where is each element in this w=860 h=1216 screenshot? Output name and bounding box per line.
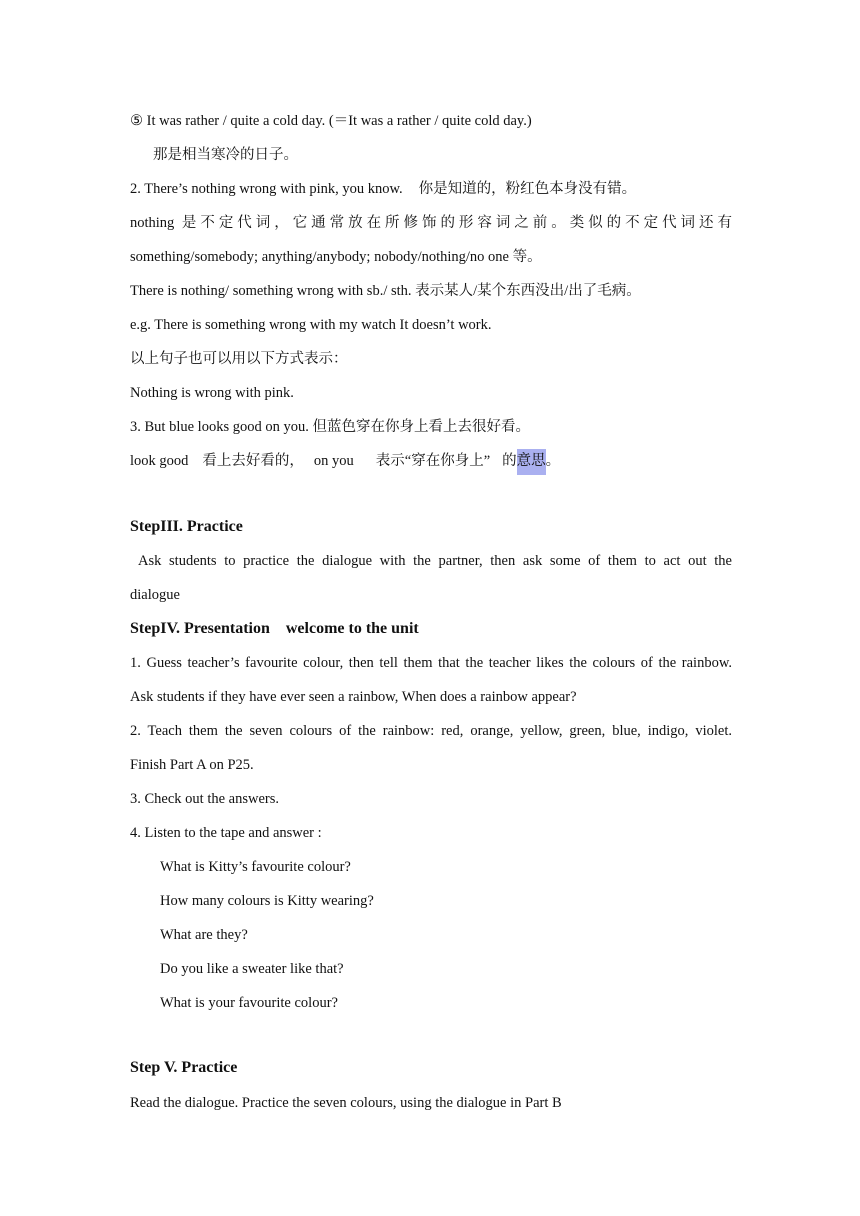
highlighted-text: 意思 <box>517 449 546 475</box>
heading-step-4-title: StepIV. Presentation <box>130 620 270 637</box>
question-2: How many colours is Kitty wearing? <box>160 893 374 909</box>
step-3-instruction: Ask students to practice the dialogue with the partner, then ask some of them to act out the <box>138 553 732 569</box>
structure-explanation: There is nothing/ something wrong with sb./ sth. 表示某人/某个东西没出/出了毛病。 <box>130 283 641 299</box>
step-4-item-1: 1. Guess teacher’s favourite colour, then tell them that the teacher likes the colours of the rainbow. <box>130 655 732 671</box>
step-3-instruction-cont: dialogue <box>130 587 180 603</box>
point-2-chinese: 你是知道的，粉红色本身没有错。 <box>418 181 637 197</box>
question-3: What are they? <box>160 927 248 943</box>
step-4-item-4: 4. Listen to the tape and answer : <box>130 825 322 841</box>
phrase-on-you-meaning: 表示“穿在你身上” <box>375 453 491 469</box>
question-1: What is Kitty’s favourite colour? <box>160 859 351 875</box>
heading-step-4 <box>130 619 732 639</box>
step-5-instruction: Read the dialogue. Practice the seven colours, using the dialogue in Part B <box>130 1095 562 1111</box>
point-3-line: 3. But blue looks good on you. 但蓝色穿在你身上看上去很好看。 <box>130 419 530 435</box>
phrase-on-you: on you <box>313 453 354 469</box>
question-5: What is your favourite colour? <box>160 995 338 1011</box>
example-translation-5: 那是相当寒冷的日子。 <box>153 147 298 163</box>
example-watch: e.g. There is something wrong with my watch It doesn’t work. <box>130 317 492 333</box>
alternative-sentence: Nothing is wrong with pink. <box>130 385 294 401</box>
point-2-line <box>130 179 732 199</box>
question-4: Do you like a sweater like that? <box>160 961 344 977</box>
step-4-item-1-cont: Ask students if they have ever seen a rainbow, When does a rainbow appear? <box>130 689 577 705</box>
phrase-look-good: look good <box>130 453 189 469</box>
heading-step-3: StepIII. Practice <box>130 518 243 535</box>
alternative-note: 以上句子也可以用以下方式表示： <box>130 351 348 367</box>
example-sentence-5: ⑤ It was rather / quite a cold day. (＝It was a rather / quite cold day.) <box>130 113 532 129</box>
phrase-de: 的 <box>502 453 517 469</box>
phrase-end: 。 <box>545 453 561 469</box>
step-4-item-3: 3. Check out the answers. <box>130 791 279 807</box>
heading-step-5: Step V. Practice <box>130 1059 238 1076</box>
step-4-item-2: 2. Teach them the seven colours of the rainbow: red, orange, yellow, green, blue, indigo, violet. <box>130 723 732 739</box>
point-2-english: 2. There’s nothing wrong with pink, you know. <box>130 181 403 197</box>
step-4-item-2-cont: Finish Part A on P25. <box>130 757 254 773</box>
look-good-explanation <box>130 451 732 471</box>
nothing-explanation: nothing 是不定代词，它通常放在所修饰的形容词之前。类似的不定代词还有 <box>130 215 732 231</box>
indefinite-pronouns-list: something/somebody; anything/anybody; nobody/nothing/no one 等。 <box>130 249 542 265</box>
phrase-look-good-meaning: 看上去好看的， <box>202 453 304 469</box>
heading-step-4-subtitle: welcome to the unit <box>285 620 419 637</box>
